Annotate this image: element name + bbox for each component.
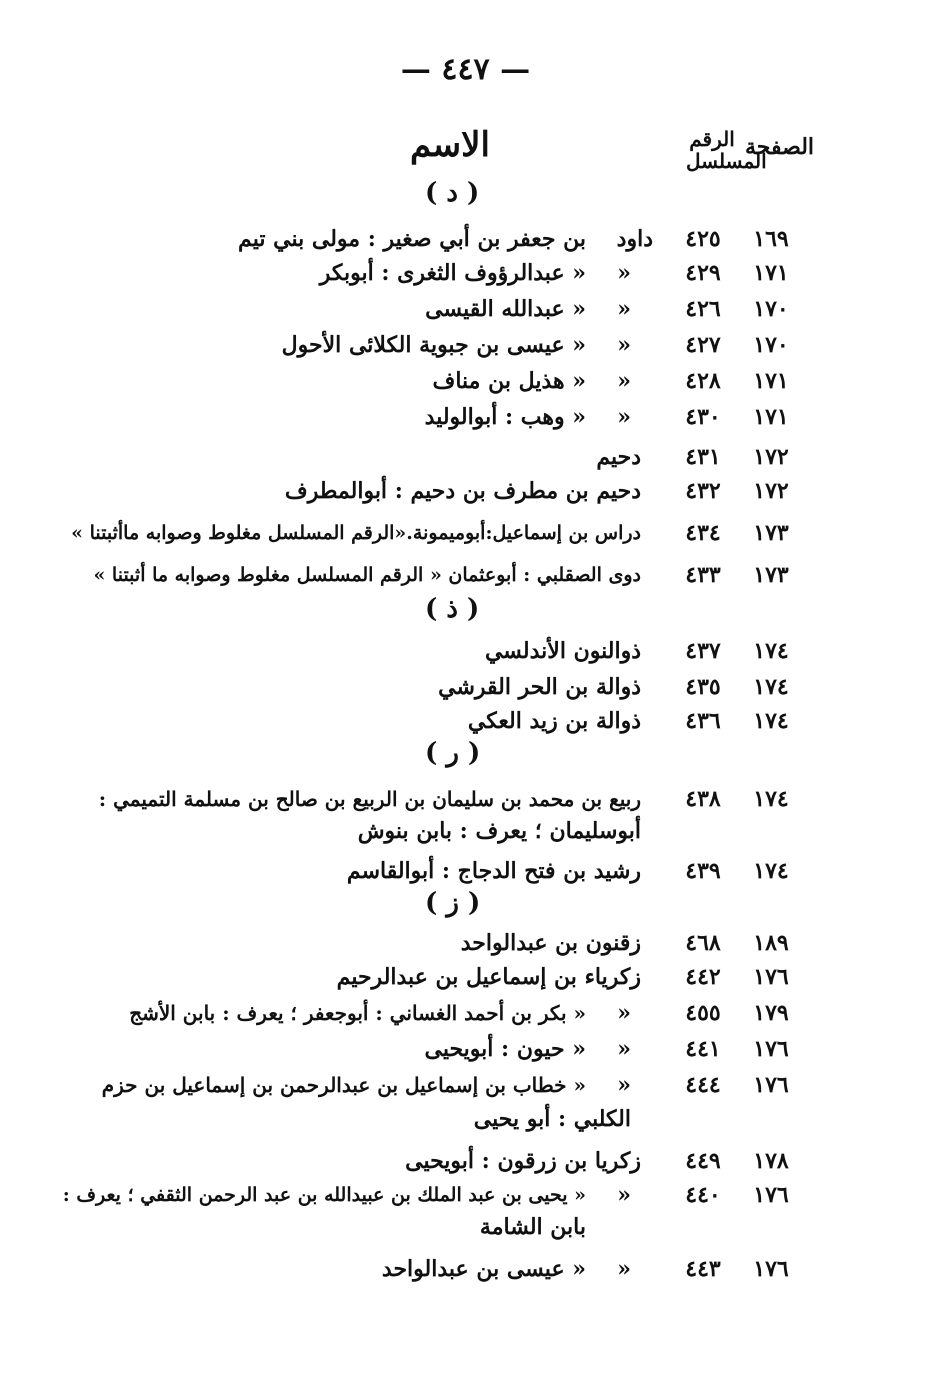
entry-name: « عيسى بن عبدالواحد [381, 1256, 586, 1282]
ditto-mark: « [617, 404, 631, 430]
page-ref: ١٧١ [753, 404, 789, 430]
entry-continuation: الكلبي : أبو يحيى [473, 1106, 631, 1132]
column-header-page: الصفحة [745, 134, 815, 160]
page-ref: ١٧١ [753, 260, 789, 286]
entry-name: زكريا بن زرقون : أبويحيى [405, 1148, 641, 1174]
index-row [0, 366, 931, 406]
page-ref: ١٧٤ [753, 674, 789, 700]
page-ref: ١٧٢ [753, 444, 789, 470]
page-ref: ١٧١ [753, 368, 789, 394]
entry-name: « بكر بن أحمد الغساني : أبوجعفر ؛ يعرف : بابن الأشج [129, 1001, 586, 1025]
serial-number: ٤٤١ [685, 1036, 721, 1062]
serial-number: ٤٢٧ [685, 332, 721, 358]
serial-number: ٤٤٠ [685, 1182, 721, 1208]
entry-lead: داود [616, 226, 653, 252]
ditto-mark: « [617, 332, 631, 358]
page-ref: ١٧٣ [753, 520, 789, 546]
serial-number: ٤٣٥ [685, 674, 721, 700]
ditto-mark: « [617, 296, 631, 322]
entry-continuation: أبوسليمان ؛ يعرف : بابن بنوش [357, 818, 641, 844]
page-ref: ١٧٦ [753, 1182, 789, 1208]
page-ref: ١٧٤ [753, 638, 789, 664]
index-row [0, 330, 931, 370]
serial-number: ٤٢٩ [685, 260, 721, 286]
page-ref: ١٧٣ [753, 562, 789, 588]
page-ref: ١٧٢ [753, 478, 789, 504]
entry-name: دحيم [596, 444, 641, 470]
serial-number: ٤٤٩ [685, 1148, 721, 1174]
serial-number: ٤٣١ [685, 444, 721, 470]
index-row [0, 294, 931, 334]
entry-name: ربيع بن محمد بن سليمان بن الربيع بن صالح بن مسلمة التميمي : [98, 787, 641, 811]
page-ref: ١٧٩ [753, 1000, 789, 1026]
page-number: — ٤٤٧ — [400, 52, 531, 87]
page-ref: ١٦٩ [753, 226, 789, 252]
entry-name: دراس بن إسماعيل:أبوميمونة.«الرقم المسلسل مغلوط وصوابه ماأثبتنا » [71, 522, 641, 544]
page-ref: ١٧٦ [753, 1036, 789, 1062]
ditto-mark: « [617, 260, 631, 286]
serial-number: ٤٣٢ [685, 478, 721, 504]
serial-number: ٤٢٥ [685, 226, 721, 252]
index-row [0, 518, 931, 558]
ditto-mark: « [617, 1256, 631, 1282]
entry-name: « خطاب بن إسماعيل بن عبدالرحمن بن إسماعيل بن حزم [101, 1073, 586, 1097]
entry-name: دحيم بن مطرف بن دحيم : أبوالمطرف [284, 478, 641, 504]
serial-number: ٤٥٥ [685, 1000, 721, 1026]
index-row [0, 1070, 931, 1110]
ditto-mark: « [617, 1072, 631, 1098]
entry-continuation: بابن الشامة [479, 1214, 586, 1240]
serial-number: ٤٣٠ [685, 404, 721, 430]
serial-number: ٤٦٨ [685, 930, 721, 956]
entry-name: زكرياء بن إسماعيل بن عبدالرحيم [336, 964, 641, 990]
page-ref: ١٧٦ [753, 1256, 789, 1282]
index-row [0, 636, 931, 676]
page-ref: ١٧٦ [753, 964, 789, 990]
section-heading-r: ( ر ) [425, 738, 481, 768]
entry-name: ذوالنون الأندلسي [484, 638, 641, 664]
page-ref: ١٧٦ [753, 1072, 789, 1098]
page-ref: ١٨٩ [753, 930, 789, 956]
serial-number: ٤٤٣ [685, 1256, 721, 1282]
page-ref: ١٧٨ [753, 1148, 789, 1174]
page-ref: ١٧٤ [753, 786, 789, 812]
page-ref: ١٧٤ [753, 858, 789, 884]
serial-number: ٤٤٢ [685, 964, 721, 990]
entry-name: « عبدالرؤوف الثغرى : أبوبكر [319, 260, 586, 286]
column-header-name: الاسم [410, 125, 490, 165]
entry-name: « عيسى بن جبوية الكلائى الأحول [281, 332, 586, 358]
index-row [0, 258, 931, 298]
entry-name: « وهب : أبوالوليد [424, 404, 586, 430]
ditto-mark: « [617, 1182, 631, 1208]
entry-name: ذوالة بن الحر القرشي [438, 674, 641, 700]
entry-name: « هذيل بن مناف [432, 368, 586, 394]
entry-name: « حيون : أبويحيى [424, 1036, 586, 1062]
serial-number: ٤٣٣ [685, 562, 721, 588]
entry-name: بن جعفر بن أبي صغير : مولى بني تيم [238, 226, 586, 252]
index-row [0, 998, 931, 1038]
index-row [0, 1034, 931, 1074]
serial-number: ٤٣٦ [685, 708, 721, 734]
entry-name: « يحيى بن عبد الملك بن عبيدالله بن عبد الرحمن الثقفي ؛ يعرف : [62, 1184, 586, 1206]
entry-name: « عبدالله القيسى [425, 296, 586, 322]
index-row [0, 1254, 931, 1294]
serial-number: ٤٤٤ [685, 1072, 721, 1098]
section-heading-d: ( د ) [425, 178, 480, 208]
index-row [0, 476, 931, 516]
section-heading-dh: ( ذ ) [425, 594, 480, 624]
entry-name: زقنون بن عبدالواحد [460, 930, 641, 956]
ditto-mark: « [617, 1000, 631, 1026]
entry-name: رشيد بن فتح الدجاج : أبوالقاسم [346, 858, 641, 884]
serial-number: ٤٣٧ [685, 638, 721, 664]
page-ref: ١٧٤ [753, 708, 789, 734]
page-ref: ١٧٠ [753, 332, 789, 358]
column-header-serial: الرقم المسلسل [686, 127, 767, 173]
section-heading-z: ( ز ) [425, 888, 481, 918]
serial-number: ٤٢٦ [685, 296, 721, 322]
index-row [0, 1180, 931, 1220]
index-row [0, 962, 931, 1002]
ditto-mark: « [617, 1036, 631, 1062]
serial-number: ٤٢٨ [685, 368, 721, 394]
serial-number: ٤٣٤ [685, 520, 721, 546]
entry-name: ذوالة بن زيد العكي [467, 708, 641, 734]
index-row [0, 402, 931, 442]
serial-number: ٤٣٩ [685, 858, 721, 884]
serial-number: ٤٣٨ [685, 786, 721, 812]
entry-name: دوى الصقلبي : أبوعثمان « الرقم المسلسل مغلوط وصوابه ما أثبتنا » [93, 564, 641, 586]
ditto-mark: « [617, 368, 631, 394]
page-ref: ١٧٠ [753, 296, 789, 322]
